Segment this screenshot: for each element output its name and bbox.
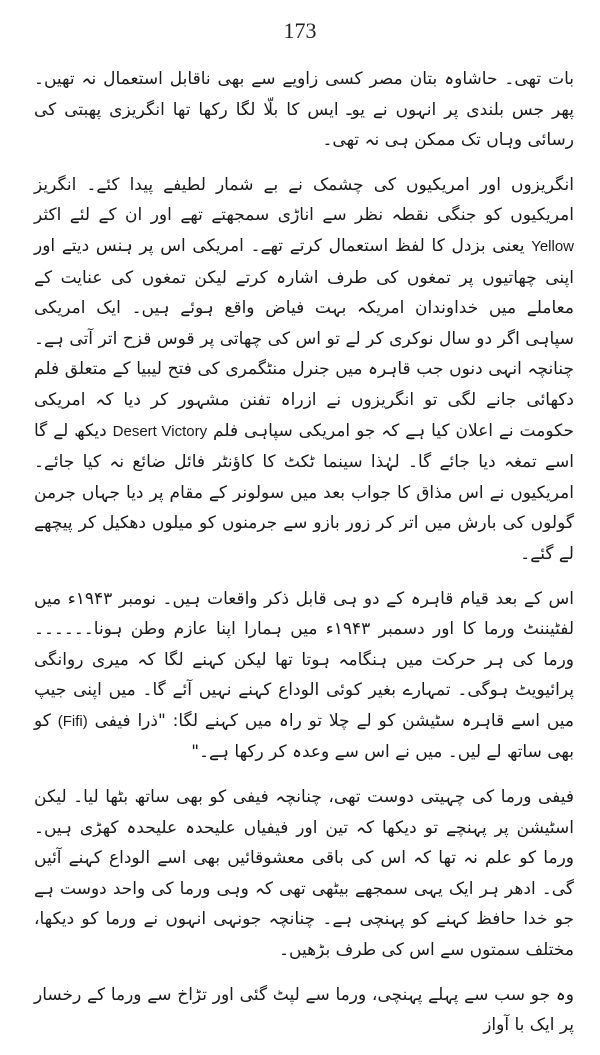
paragraph-text: بات تھی۔ حاشاوہ بتان مصر کسی زاویے سے بھی ناقابل استعمال نہ تھیں۔ پھر جس بلندی پر انہوں نے یوـ ایس کا بلّا لگا رکھا تھا انگریزی پھبتی کی رسائی وہاں تک ممکن ہی نہ تھی۔ [34, 69, 574, 151]
paragraph-text: وہ جو سب سے پہلے پہنچی، ورما سے لپٹ گئی اور تڑاخ سے ورما کے رخسار پر ایک با آواز [34, 984, 574, 1036]
latin-term-fifi: (Fifi) [57, 712, 88, 730]
paragraph-2 [34, 170, 574, 570]
paragraph-text: کو بھی ساتھ لے لیں۔ میں نے اس سے وعدہ کر رکھا ہے۔" [34, 710, 574, 763]
latin-term-desert-victory: Desert Victory [112, 422, 208, 440]
body-text [34, 64, 574, 1055]
paragraph-1 [34, 64, 574, 156]
page-number: 173 [283, 18, 317, 43]
paragraph-text: یعنی بزدل کا لفظ استعمال کرتے تھے۔ امریکی اس پر ہنس دیتے اور اپنی چھاتیوں پر تمغوں کی طرف اشارہ کرتے لیکن تمغوں کی عنایت کے معاملے میں خداوندان امریکہ بہت فیاض واقع ہوئے ہیں۔ ایک امریکی سپاہی اگر دو سال نوکری کر لے تو اس کی چھاتی پر قوس قزح اتر آتی ہے۔ چنانچہ انہی دنوں جب قاہرہ میں جنرل منٹگمری کی فتح لیبیا کے متعلق فلم دکھائی جانے لگی تو انگریزوں نے ازراہ تفنن مشہور کر دیا کہ امریکی حکومت نے اعلان کیا ہے کہ جو امریکی سپاہی فلم [34, 235, 575, 441]
paragraph-text: فیفی ورما کی چہیتی دوست تھی، چنانچہ فیفی کو بھی ساتھ بٹھا لیا۔ لیکن اسٹیشن پر پہنچے تو دیکھا کہ تین اور فیفیاں علیحدہ علیحدہ کھڑی ہیں۔ ورما کو علم نہ تھا کہ اس کی باقی معشوقائیں بھی اسے الوداع کہنے آئیں گی۔ ادھر ہر ایک یہی سمجھے بیٹھی تھی کہ وہی ورما کی واحد دوست ہے جو خدا حافظ کہنے کو پہنچی ہے۔ چنانچہ جونہی انہوں نے ورما کو دیکھا، مختلف سمتوں سے اس کی طرف بڑھیں۔ [34, 787, 574, 961]
paragraph-text: اس کے بعد قیام قاہرہ کے دو ہی قابل ذکر واقعات ہیں۔ نومبر ۱۹۴۳ء میں لفٹیننٹ ورما کا اور دسمبر ۱۹۴۳ء میں ہمارا اپنا عازم وطن ہونا۔۔۔۔۔۔ ورما کی ہر حرکت میں ہنگامہ ہوتا تھا لیکن کہنے لگا کہ میری روانگی پرائیویٹ ہوگی۔ تمہارے بغیر کوئی الوداع کہنے نہیں آئے گا۔ میں اپنی جیپ میں اسے قاہرہ سٹیشن کو لے چلا تو راہ میں کہنے لگا: "ذرا فیفی [34, 588, 575, 731]
latin-term-yellow: Yellow [531, 237, 575, 255]
paragraph-text: انگریزوں اور امریکیوں کی چشمک نے بے شمار لطیفے پیدا کئے۔ انگریز امریکیوں کو جنگی نقطہ نظر سے اناڑی سمجھتے تھے اور ان کے لئے اکثر [34, 174, 574, 226]
paragraph-4 [34, 782, 574, 966]
paragraph-3 [34, 584, 574, 769]
paragraph-text: دیکھ لے گا اسے تمغہ دیا جائے گا۔ لہٰذا سینما ٹکٹ کا کاؤنٹر فائل ضائع نہ کیا جائے۔ امریکیوں نے اس مذاق کا جواب بعد میں سولونر کے مقام پر دیا جہاں جرمن گولوں کی بارش میں اتر کر زور بازو سے جرمنوں کو میلوں دھکیل کر پیچھے لے گئے۔ [34, 420, 574, 564]
